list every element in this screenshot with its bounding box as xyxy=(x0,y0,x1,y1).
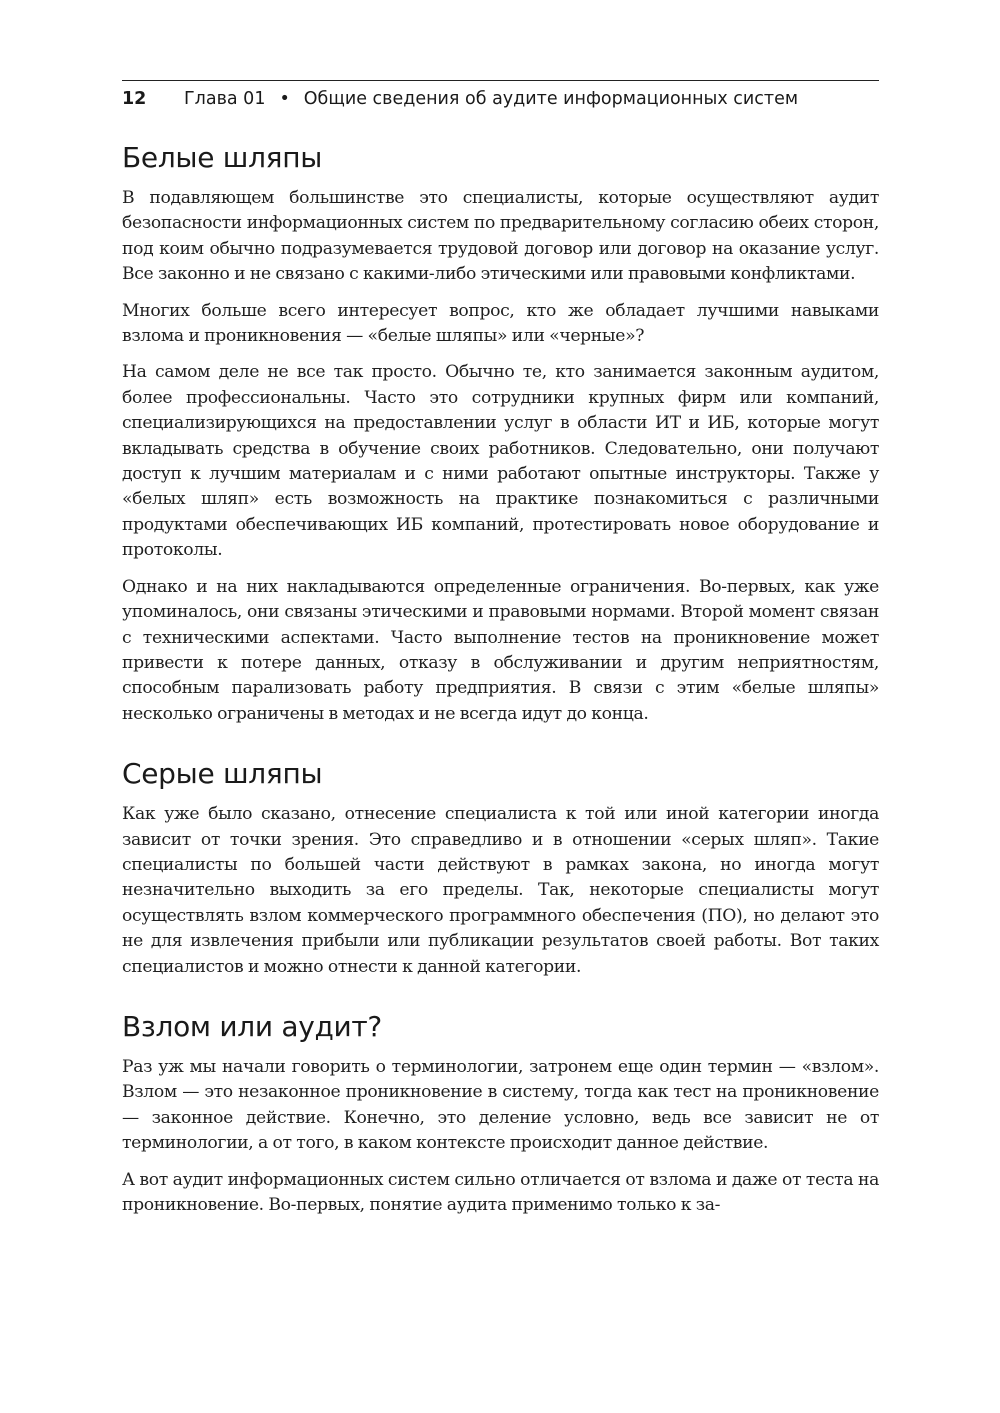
section-hack-or-audit xyxy=(122,1010,879,1218)
chapter-title: Общие сведения об аудите информационных систем xyxy=(303,89,799,109)
paragraph: Раз уж мы начали говорить о терминологии, затронем еще один термин — «взлом». Взлом — это незаконное проникновение в систему, тогда как тест на проникновение — законное действие. Конечно, это деление условно, ведь все зависит не от терминологии, а от того, в каком контексте происходит данное действие. xyxy=(122,1056,879,1154)
paragraph: А вот аудит информационных систем сильно отличается от взлома и даже от теста на проникновение. Во-первых, понятие аудита применимо только к за- xyxy=(122,1169,879,1215)
paragraph: Однако и на них накладываются определенные ограничения. Во-первых, как уже упоминалось, они связаны этическими и правовыми нормами. Второй момент связан с техническими аспектами. Часто выполнение тестов на проникновение может привести к потере данных, отказу в обслуживании и другим неприятностям, способным парализовать работу предприятия. В связи с этим «белые шляпы» несколько ограничены в методах и не всегда идут до конца. xyxy=(122,576,879,724)
paragraph: В подавляющем большинстве это специалисты, которые осуществляют аудит безопасности информационных систем по предварительному согласию обеих сторон, под коим обычно подразумевается трудовой договор или договор на оказание услуг. Все законно и не связано с какими-либо этическими или правовыми конфликтами. xyxy=(122,188,879,285)
section-heading: Взлом или аудит? xyxy=(122,1009,382,1043)
section-white-hats xyxy=(122,141,879,727)
book-page xyxy=(122,80,879,1229)
section-heading: Белые шляпы xyxy=(122,141,323,174)
chapter-label: Глава 01 xyxy=(184,89,266,109)
page-number: 12 xyxy=(122,89,147,109)
running-header xyxy=(122,80,879,121)
section-gray-hats xyxy=(122,757,879,980)
header-separator: • xyxy=(279,89,290,109)
section-heading: Серые шляпы xyxy=(122,757,323,791)
paragraph: Многих больше всего интересует вопрос, кто же обладает лучшими навыками взлома и проникновения — «белые шляпы» или «черные»? xyxy=(122,300,879,347)
paragraph: Как уже было сказано, отнесение специалиста к той или иной категории иногда зависит от точки зрения. Это справедливо и в отношении «серых шляп». Такие специалисты по большей части действуют в рамках закона, но иногда могут незначительно выходить за его пределы. Так, некоторые специалисты могут осуществлять взлом коммерческого программного обеспечения (ПО), но делают это не для извлечения прибыли или публикации результатов своей работы. Вот таких специалистов и можно отнести к данной категории. xyxy=(122,804,879,977)
paragraph: На самом деле не все так просто. Обычно те, кто занимается законным аудитом, более профессиональны. Часто это сотрудники крупных фирм или компаний, специализирующихся на предоставлении услуг в области ИТ и ИБ, которые могут вкладывать средства в обучение своих работников. Следовательно, они получают доступ к лучшим материалам и с ними работают опытные инструкторы. Также у «белых шляп» есть возможность на практике познакомиться с различными продуктами обеспечивающих ИБ компаний, протестировать новое оборудование и протоколы. xyxy=(122,362,879,561)
